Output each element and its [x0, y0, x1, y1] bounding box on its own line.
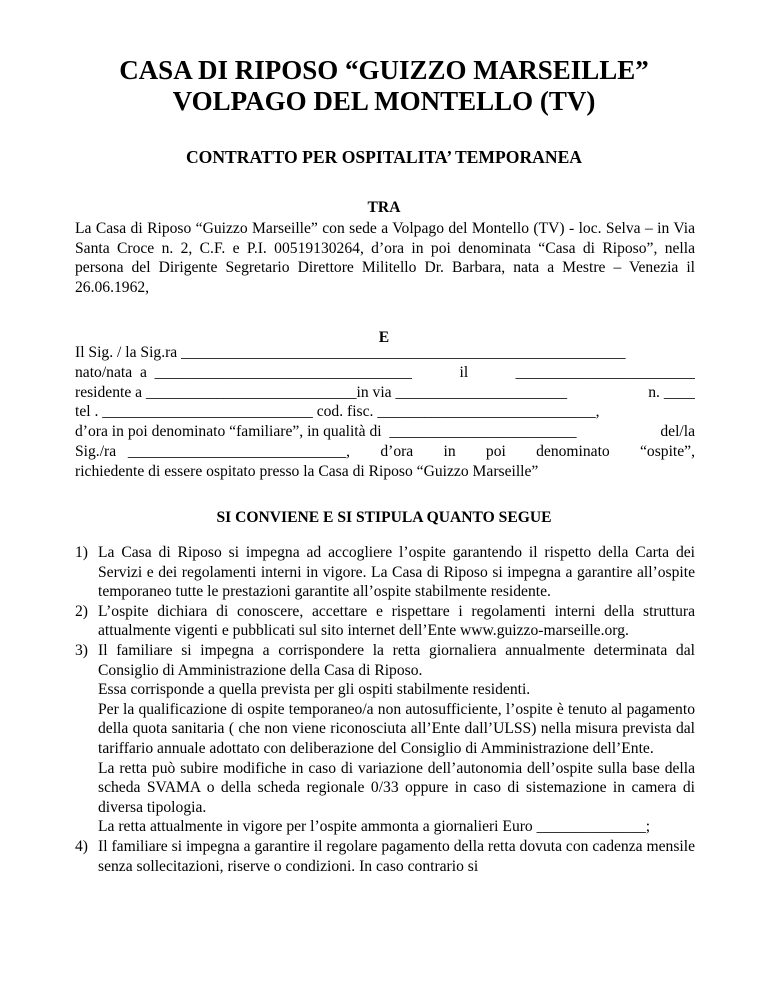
clause-item [75, 543, 695, 602]
contract-title: CONTRATTO PER OSPITALITA’ TEMPORANEA [185, 147, 583, 167]
clause-number: 1) [75, 544, 88, 561]
clause-text: L’ospite dichiara di conoscere, accettare e rispettare i regolamenti interni della struttura attualmente vigenti e pubblicati sul sito internet dell’Ente www.guizzo-marseille.org. [98, 602, 695, 640]
form-residence-number: n. ____ [648, 384, 695, 401]
section-tra-heading: TRA [367, 199, 401, 216]
form-role-text: d’ora in poi denominato “familiare”, in qualità di ________________________ [75, 423, 577, 440]
form-line-birth [75, 363, 695, 383]
form-guest-word3: poi [485, 443, 506, 460]
form-role-suffix: del/la [660, 423, 695, 440]
section-e-heading: E [378, 329, 390, 346]
form-birth-il: il [459, 364, 469, 381]
clause-number: 3) [75, 641, 88, 659]
form-guest-word1: d’ora [380, 443, 414, 460]
form-birth-place: nato/nata a _________________________________ [75, 364, 412, 381]
clause-text: Essa corrisponde a quella prevista per gli ospiti stabilmente residenti. [98, 681, 531, 699]
form-line-name: Il Sig. / la Sig.ra _________________________________________________________ [75, 344, 626, 361]
form-line-request: richiedente di essere ospitato presso la Casa di Riposo “Guizzo Marseille” [75, 463, 539, 480]
form-birth-date: _______________________ [515, 364, 695, 381]
institution-location: VOLPAGO DEL MONTELLO (TV) [172, 86, 596, 116]
clause-text: La retta attualmente in vigore per l’ospite ammonta a giornalieri Euro ______________; [98, 818, 651, 836]
clause-text: Il familiare si impegna a garantire il regolare pagamento della retta dovuta con cadenza mensile senza sollecitazioni, riserve o condizioni. In caso contrario si [98, 837, 695, 875]
clause-text: La retta può subire modifiche in caso di variazione dell’autonomia dell’ospite sulla base della scheda SVAMA o della scheda regionale 0/33 oppure in caso di sistemazione in camera di diversa tipologia. [98, 759, 695, 816]
clause-text: Per la qualificazione di ospite temporaneo/a non autosufficiente, l’ospite è tenuto al pagamento della quota sanitaria ( che non viene riconosciuta all’Ente dall’ULSS) nella misura prevista dal tariffario annuale adottato con deliberazione del Consiglio di Amministrazione dell’Ente. [98, 700, 695, 757]
form-guest-word2: in [443, 443, 456, 460]
form-guest-word5: “ospite”, [640, 443, 695, 460]
party-one-paragraph: La Casa di Riposo “Guizzo Marseille” con sede a Volpago del Montello (TV) - loc. Selva – in Via Santa Croce n. 2, C.F. e P.I. 00519130264, d’ora in poi denominata “Casa di Riposo”, nella persona del Dirigente Segretario Direttore Militello Dr. Barbara, nata a Mestre – Venezia il 26.06.1962, [75, 220, 695, 296]
clause-text: La Casa di Riposo si impegna ad accogliere l’ospite garantendo il rispetto della Carta dei Servizi e dei regolamenti interni in vigore. La Casa di Riposo si impegna a garantire all’ospite temporaneo tutte le prestazioni garantite all’ospite stabilmente residente. [98, 544, 695, 601]
form-guest-name: Sig./ra ____________________________, [75, 443, 351, 460]
clause-item [75, 602, 695, 641]
form-line-residence [75, 383, 695, 403]
clause-number: 2) [75, 602, 88, 620]
clause-item [75, 837, 695, 876]
form-residence-address: residente a ___________________________in via ______________________ [75, 384, 568, 401]
form-line-role [75, 422, 695, 442]
clauses-list [75, 543, 695, 876]
clause-item [75, 641, 695, 837]
clause-text: Il familiare si impegna a corrispondere la retta giornaliera annualmente determinata dal Consiglio di Amministrazione della Casa di Riposo. [98, 641, 695, 679]
form-guest-word4: denominato [536, 443, 610, 460]
form-line-phone: tel . ___________________________ cod. fisc. ____________________________, [75, 403, 600, 420]
institution-title: CASA DI RIPOSO “GUIZZO MARSEILLE” [119, 55, 649, 85]
clause-number: 4) [75, 837, 88, 855]
section-agreement-heading: SI CONVIENE E SI STIPULA QUANTO SEGUE [216, 509, 552, 526]
form-line-guest [75, 442, 695, 462]
